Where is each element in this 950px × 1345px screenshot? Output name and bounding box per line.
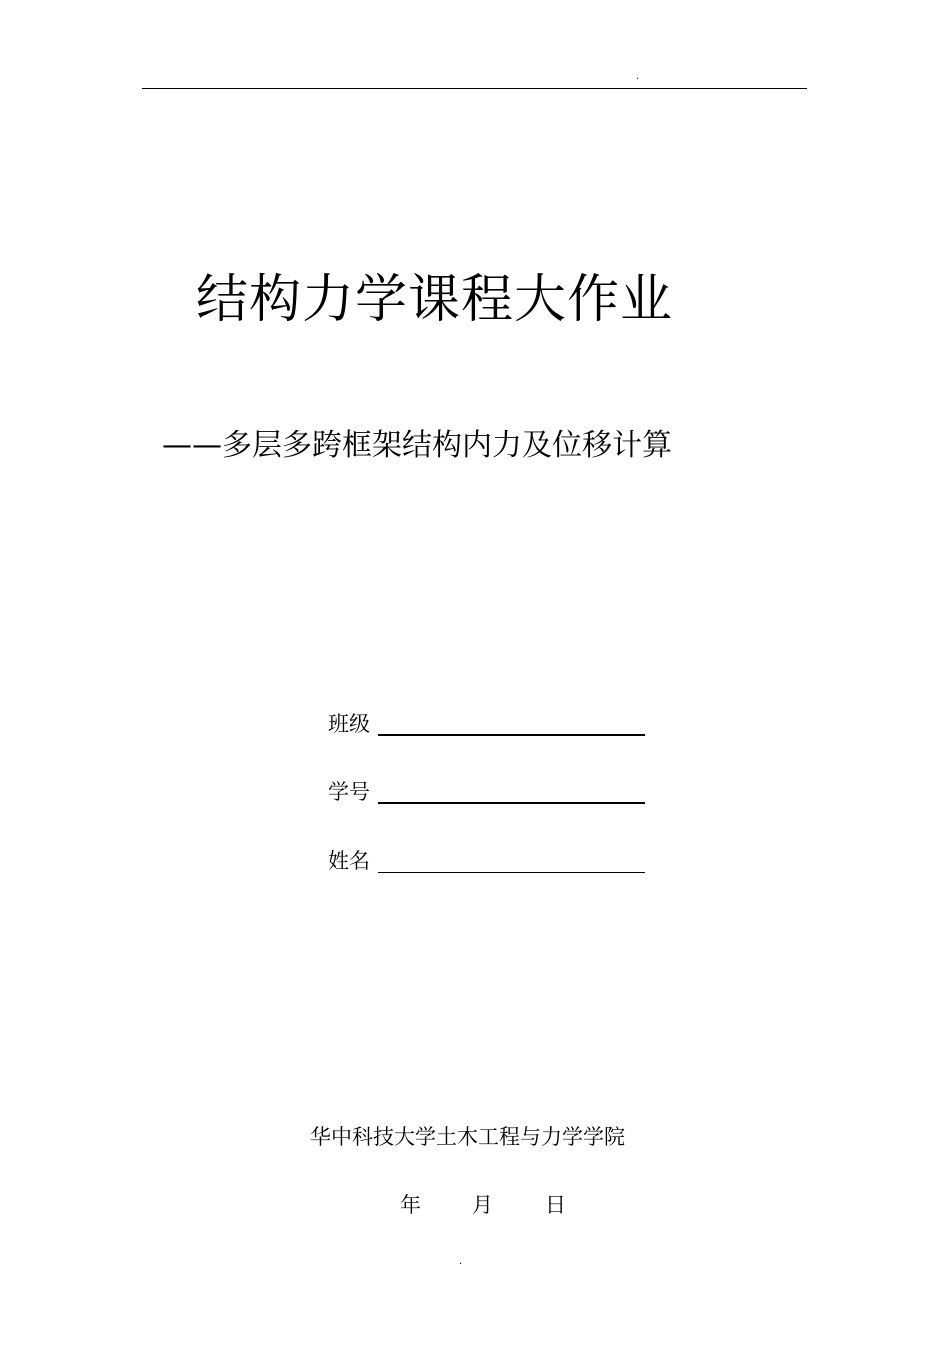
student-id-field (328, 774, 645, 806)
name-field (328, 843, 645, 875)
name-label: 姓名 (328, 849, 370, 873)
page-title: 结构力学课程大作业 (196, 270, 674, 330)
class-label: 班级 (328, 712, 370, 736)
name-blank (378, 850, 645, 873)
header-rule (142, 88, 807, 89)
student-id-blank (378, 780, 645, 804)
institution-name: 华中科技大学土木工程与力学学院 (310, 1125, 625, 1149)
date-day-label: 日 (545, 1193, 566, 1217)
footer-mark: . (459, 1256, 463, 1267)
date-year-label: 年 (400, 1193, 421, 1217)
class-blank (378, 712, 645, 736)
date-month-label: 月 (472, 1193, 493, 1217)
class-field (328, 706, 645, 738)
student-id-label: 学号 (328, 780, 370, 804)
header-mark: . (636, 71, 640, 82)
page-subtitle: ——多层多跨框架结构内力及位移计算 (162, 428, 672, 463)
